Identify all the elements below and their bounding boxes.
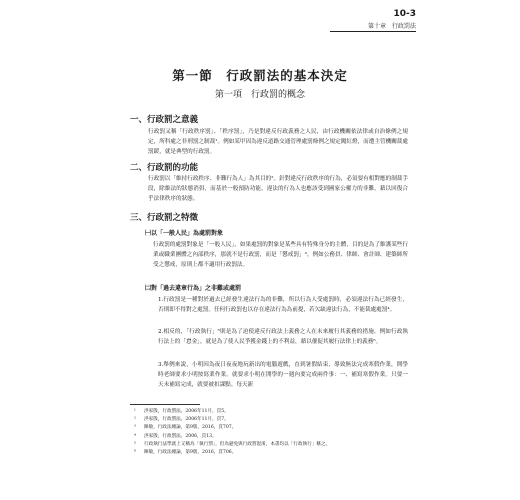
footnote	[134, 416, 404, 424]
paragraph-function: 行政罰以「維持行政秩序、非難行為人」為其目的²。針對違反行政秩序的行為，必須要有相對應的制裁手段，除維法的狀態消弭，而基於一般預防功能，違法的行為人也應該受到國家公權力的非難，藉以回復合乎法律秩序的狀態。	[148, 176, 408, 202]
footnote	[134, 408, 404, 416]
paragraph-meaning: 行政罰又稱「行政秩序罰」、「秩序罰」，乃是對違反行政義務之人民，由行政機關依法律或自治條例之規定，所科處之非刑罰之制裁¹。例如某甲因為違反道路交通管理處罰條例之規定闖紅燈，而遭主管機關裁處罰鍰，就是典型的行政罰。	[148, 129, 408, 155]
subsection-title: 第一項 行政罰的概念	[214, 90, 305, 100]
list-item-1: 1.行政罰是一種對於過去已經發生違法行為的非難，所以行為人受處罰時，必須違法行為已經發生，否則即不得對之處罰。任何行政罰也以存在違法行為為前提，若欠缺違法行為，不能裁處處罰⁴。	[158, 297, 408, 313]
footnote	[134, 424, 404, 432]
footnote-text: 行政執行法學就上又稱為「執行罰」，但為避免與行政罰混淆，本書均以「行政執行」稱之。	[144, 441, 331, 447]
footnote-text: 陳敏，行政法總論，第9版，2016，頁707。	[144, 425, 237, 431]
footnote	[134, 441, 404, 449]
sub-heading-past-violation: ㈡對「過去違章行為」之非難或處罰	[145, 285, 242, 292]
page-number: 10-3	[393, 9, 416, 19]
heading-meaning: 一、行政罰之意義	[130, 115, 199, 125]
footnote-divider	[130, 404, 200, 405]
footnote-number: ⁴	[134, 433, 136, 439]
heading-features: 三、行政罰之特徵	[130, 213, 199, 223]
footnote-number: ⁵	[134, 441, 136, 447]
footnote-text: 洪家殷，行政罰法，2006年11月，頁5。	[144, 409, 229, 414]
footnote-number: ¹	[134, 409, 136, 414]
footnote-text: 洪家殷，行政罰法，2006年11月，頁7。	[144, 417, 229, 423]
footnote	[134, 433, 404, 441]
paragraph-general-people: 行政罰的處罰對象是「一般人民」，如果處罰的對象是某些具有特殊身分的主體，目的是為了維護某些行業或職業團體之內部秩序，那就不是行政罰，而是「懲戒罰」³。例如公務員、律師、會計師、建築師所受之懲戒，原則上都不適用行政罰法。	[153, 242, 408, 268]
footnote-number: ³	[134, 425, 136, 431]
footnotes	[134, 408, 404, 457]
sub-heading-general-people: ㈠以「一般人民」為處罰對象	[145, 230, 224, 237]
list-item-3: 3.舉例來說，小明因為夜日夜夜地玩新出的電腦遊戲，直到暑假結束，導致無法完成寒假作業，開學時老師要求小明按寫業作業。就要求小明在開學的一週內要完成兩件事：一、補寫寒假作業。只要一天未補寫完成，就要被扣課點。每天新	[158, 362, 408, 388]
section-title: 第一節 行政罰法的基本決定	[172, 68, 348, 83]
header-divider	[330, 31, 416, 32]
list-item-2: 2.相反的，「行政執行」⁵則是為了迫使違反行政法上義務之人在未來履行其義務的措施。例如行政執行法上的「怠金」，就是為了使人民爭獲金錢上的不利益，藉以催促其履行法律上的義務⁶。	[158, 329, 408, 345]
footnote-number: ⁶	[134, 450, 136, 456]
footnote-number: ²	[134, 417, 136, 423]
chapter-label: 第十章 行政罰法	[367, 23, 416, 30]
footnote-text: 洪家殷，行政罰法，2006，頁13。	[144, 433, 217, 439]
heading-function: 二、行政罰的功能	[130, 163, 199, 173]
footnote-text: 陳敏，行政法總論，第9版，2016，頁706。	[144, 450, 237, 456]
page-header	[326, 9, 416, 30]
footnote	[134, 449, 404, 457]
